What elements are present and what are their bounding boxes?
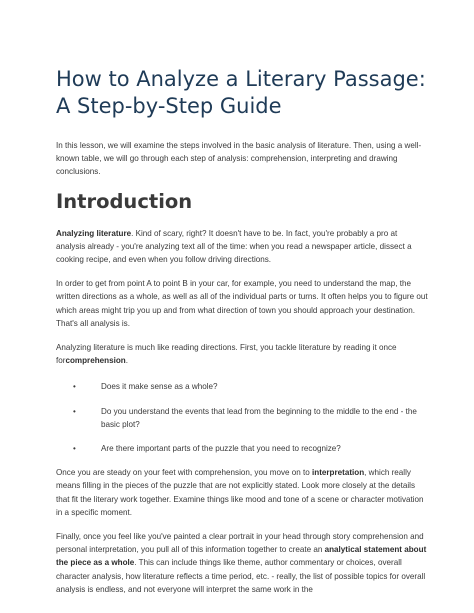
paragraph-text: . Kind of scary, right? It doesn't have to be. In fact, you're probably a pro at analysis already - you're analyzing text all of the time: when you read a newspaper article, dissect a cooking recipe, and even when you follow driving directions. — [56, 228, 412, 265]
paragraph-interpretation — [56, 466, 428, 519]
bullet-icon: • — [73, 444, 76, 454]
bold-term-interpretation: interpretation — [312, 468, 365, 478]
section-heading-introduction: Introduction — [56, 189, 193, 213]
paragraph-comprehension — [56, 341, 428, 367]
comprehension-questions-list — [56, 380, 428, 455]
paragraph-text: Once you are steady on your feet with comprehension, you move on to — [56, 468, 312, 478]
intro-paragraph: In this lesson, we will examine the steps involved in the basic analysis of literature. Then, using a well-known table, we will go through each step of analysis: comprehension, interpreting and drawing conclusions. — [56, 141, 422, 177]
paragraph-text: , which really means filling in the pieces of the puzzle that are not explicitly stated. Look more closely at the details that fit the literary work together. Examine things like mood and tone of a scene or character motivation in a specific moment. — [56, 468, 424, 517]
bullet-icon: • — [73, 382, 76, 392]
bold-term-analytical-statement: analytical statement about the piece as a whole — [56, 545, 427, 568]
paragraph-analyzing-literature — [56, 227, 428, 267]
list-item — [56, 380, 428, 393]
paragraph-text: Analyzing literature is much like reading directions. First, you tackle literature by reading it once for — [56, 343, 397, 366]
list-item-text: Does it make sense as a whole? — [101, 382, 218, 392]
document-content — [56, 66, 428, 596]
list-item — [56, 405, 428, 431]
paragraph-text: Finally, once you feel like you've painted a clear portrait in your head through story comprehension and personal interpretation, you pull all of this information together to create an — [56, 532, 424, 555]
paragraph-analytical-statement — [56, 530, 428, 596]
list-item — [56, 442, 428, 455]
bold-term-analyzing-literature: Analyzing literature — [56, 228, 132, 238]
bullet-icon: • — [73, 406, 76, 416]
paragraph-driving-directions: In order to get from point A to point B in your car, for example, you need to understand the map, the written directions as a whole, as well as all of the individual parts or turns. It often helps you to figure out which areas might trip you up and from what direction of town you should approach your destination. That's all analysis is. — [56, 279, 428, 328]
paragraph-end: . — [125, 356, 128, 366]
list-item-text: Do you understand the events that lead from the beginning to the middle to the end - the basic plot? — [101, 406, 417, 429]
paragraph-text: . This can include things like theme, author commentary or choices, overall character analysis, how literature reflects a time period, etc. - really, the list of possible topics for overall analysis is endless, and not everyone will interpret the same work in the — [56, 558, 426, 594]
bold-term-comprehension: comprehension — [65, 356, 126, 366]
list-item-text: Are there important parts of the puzzle that you need to recognize? — [101, 444, 341, 454]
document-title: How to Analyze a Literary Passage: A Step-by-Step Guide — [56, 67, 426, 118]
